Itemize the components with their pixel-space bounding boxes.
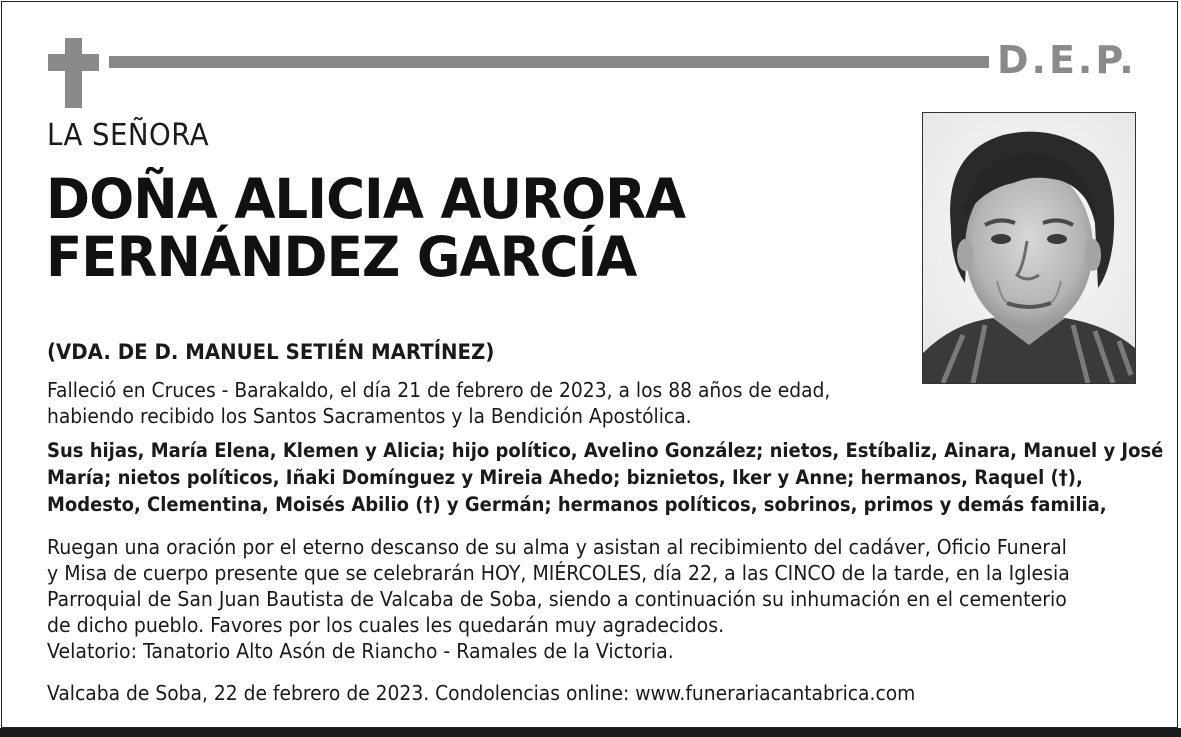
death-line: habiendo recibido los Santos Sacramentos y la Bendición Apostólica.	[47, 404, 692, 428]
footer-line: Valcaba de Soba, 22 de febrero de 2023. Condolencias online: www.funerariacantabrica.com	[47, 681, 916, 705]
family-line: Sus hijas, María Elena, Klemen y Alicia; hijo político, Avelino González; nietos, Estíbaliz, Ainara, Manuel y José	[47, 439, 1164, 462]
family-line: Modesto, Clementina, Moisés Abilio (†) y Germán; hermanos políticos, sobrinos, primos y demás familia,	[47, 493, 1107, 516]
dep-label: D.E.P.	[997, 38, 1137, 82]
bottom-bar	[0, 728, 1181, 737]
death-paragraph	[47, 377, 830, 429]
portrait-photo	[922, 112, 1136, 384]
wake-line: Velatorio: Tanatorio Alto Asón de Riancho - Ramales de la Victoria.	[47, 639, 674, 663]
family-paragraph	[47, 437, 1163, 518]
request-line: de dicho pueblo. Favores por los cuales les quedarán muy agradecidos.	[47, 613, 725, 637]
header-rule	[109, 56, 989, 68]
request-line: Ruegan una oración por el eterno descanso de su alma y asistan al recibimiento del cadáver, Oficio Funeral	[47, 535, 1067, 559]
widow-of: (VDA. DE D. MANUEL SETIÉN MARTÍNEZ)	[47, 340, 495, 364]
name-line-2: FERNÁNDEZ GARCÍA	[46, 225, 637, 289]
deceased-name	[46, 167, 686, 289]
family-line: María; nietos políticos, Iñaki Domínguez y Mireia Ahedo; biznietos, Iker y Anne; hermanos, Raquel (†),	[47, 466, 1083, 489]
death-line: Falleció en Cruces - Barakaldo, el día 21 de febrero de 2023, a los 88 años de edad,	[47, 378, 831, 402]
request-paragraph	[47, 534, 1070, 664]
salutation: LA SEÑORA	[47, 118, 210, 153]
request-line: Parroquial de San Juan Bautista de Valcaba de Soba, siendo a continuación su inhumación en el cementerio	[47, 587, 1067, 611]
request-line: y Misa de cuerpo presente que se celebrarán HOY, MIÉRCOLES, día 22, a las CINCO de la tarde, en la Iglesia	[47, 561, 1070, 585]
name-line-1: DOÑA ALICIA AURORA	[46, 167, 686, 231]
